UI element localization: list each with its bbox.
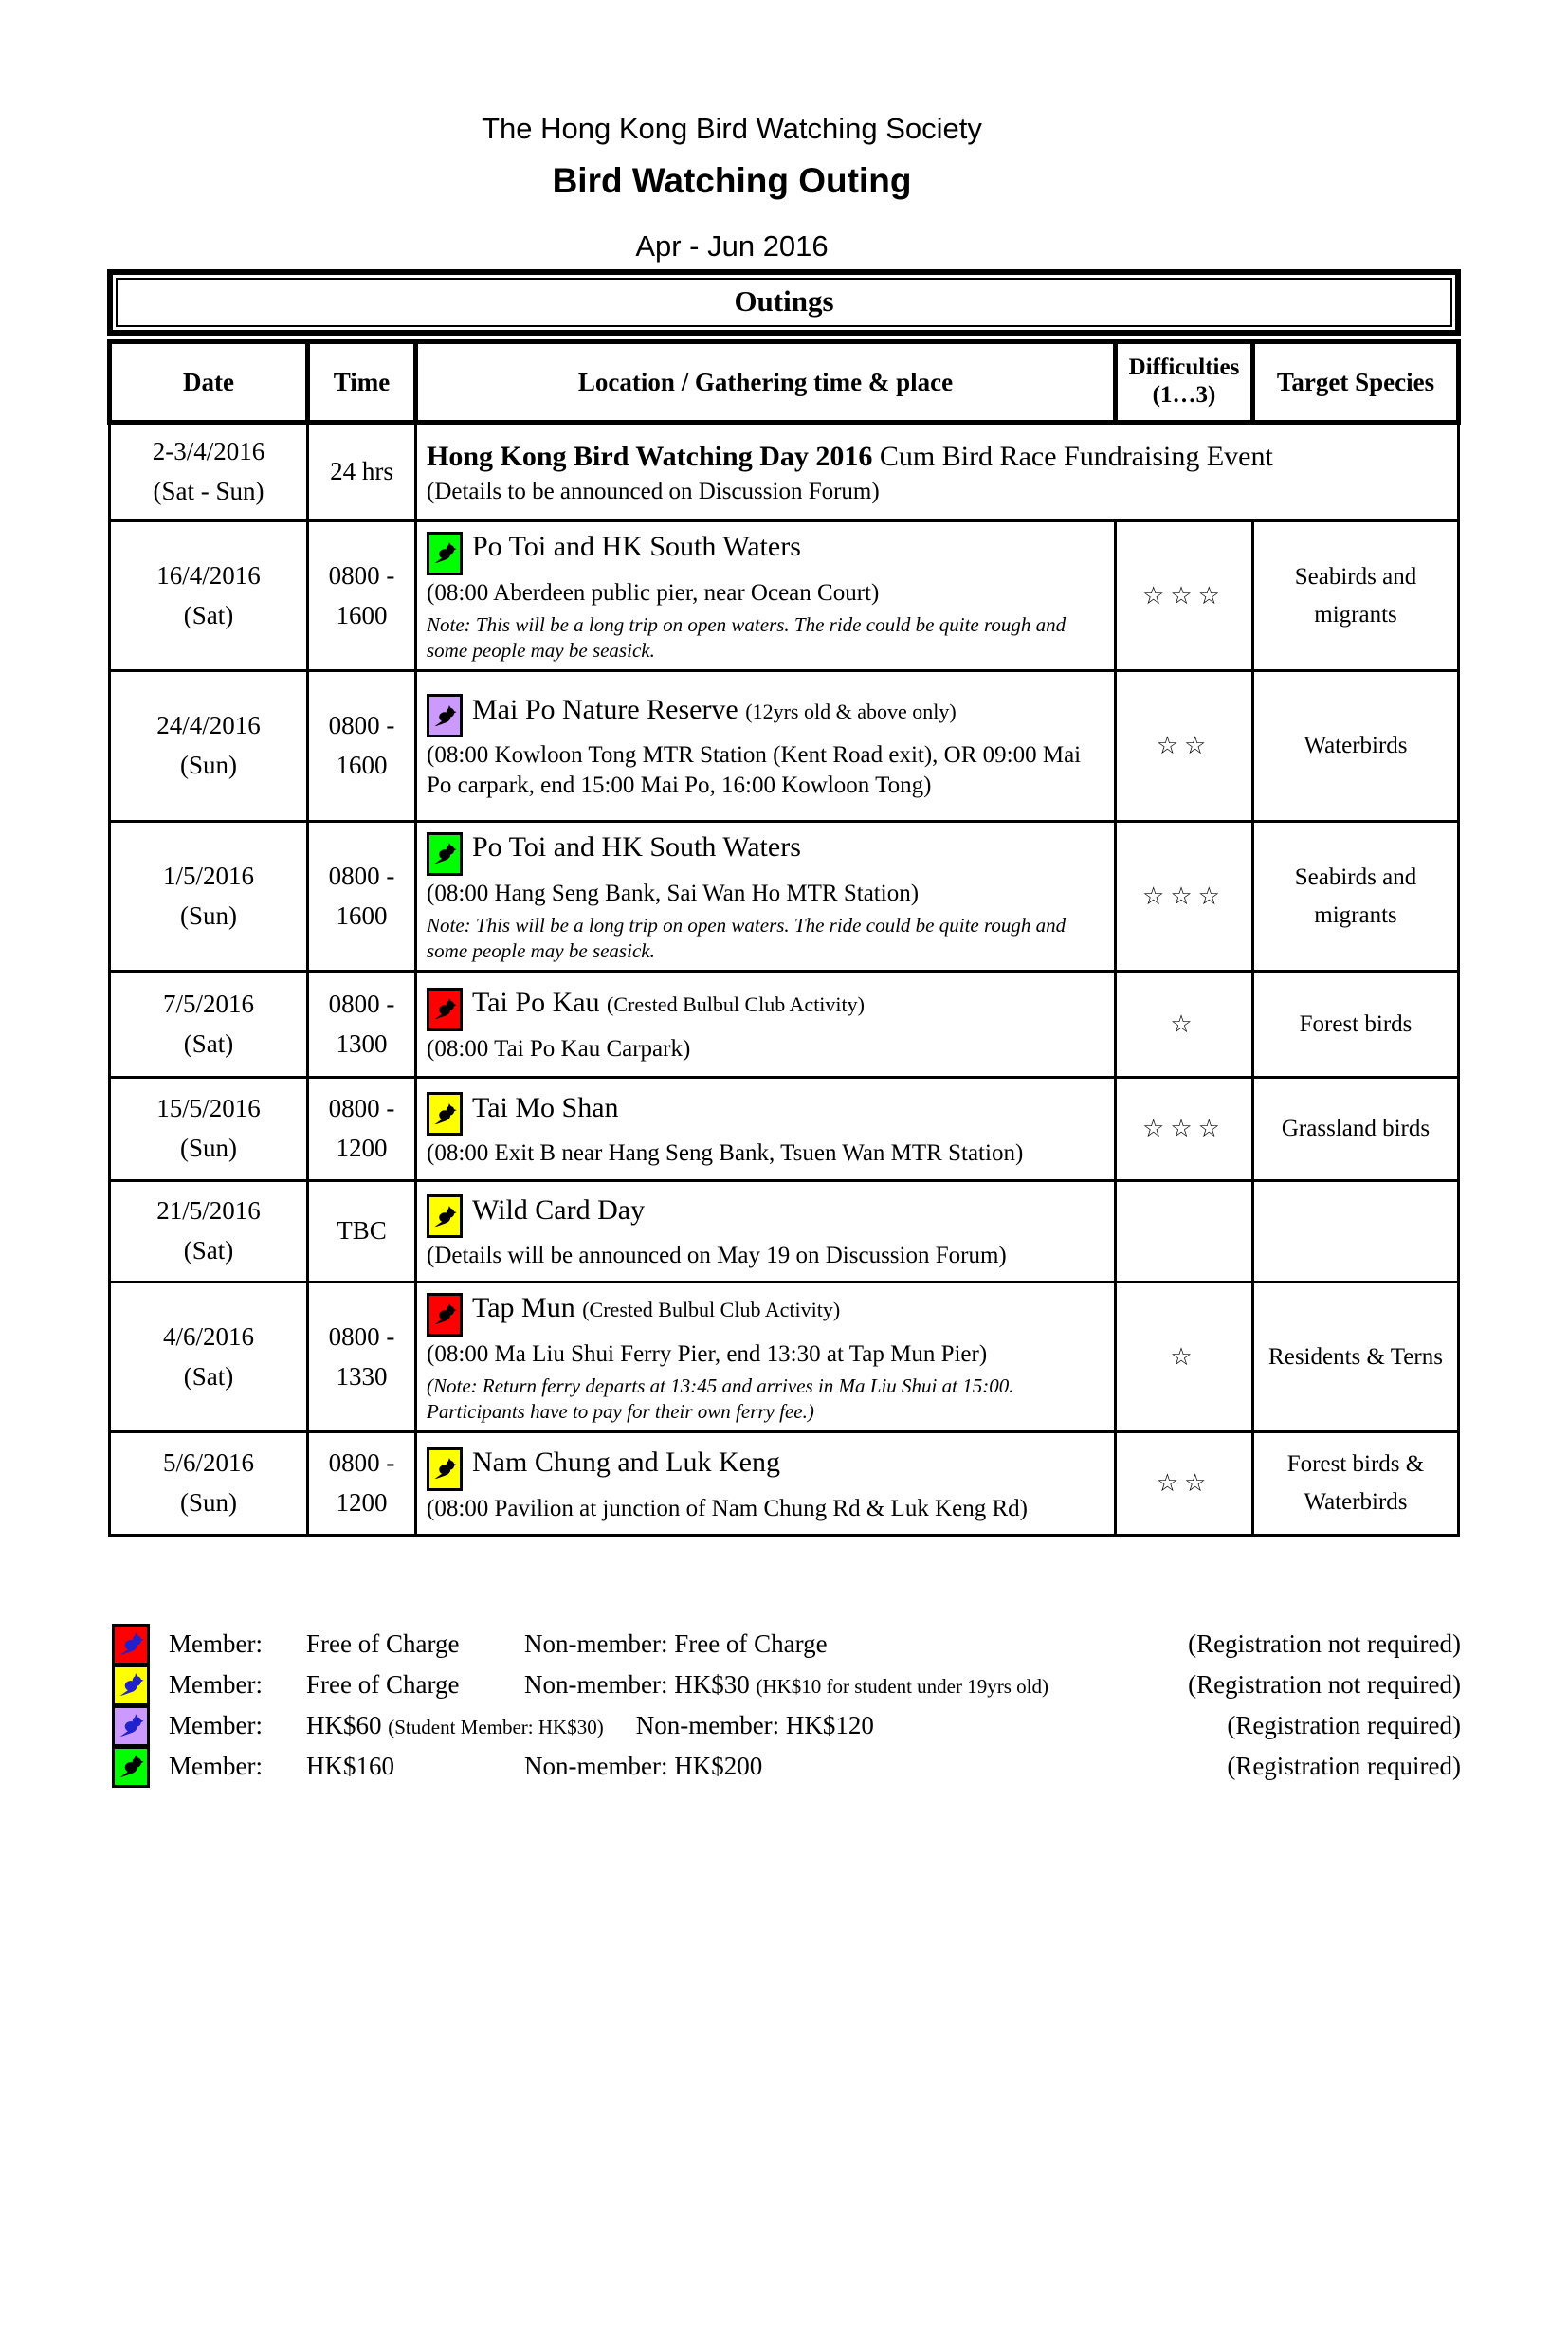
date-value: 16/4/2016 — [156, 560, 261, 590]
location-title-line — [427, 1446, 1103, 1491]
time-cell — [308, 521, 416, 671]
time-line-2: 1600 — [336, 751, 388, 780]
time-line-2: 1330 — [336, 1361, 388, 1391]
legend-registration: (Registration not required) — [1188, 1670, 1461, 1700]
location-cell — [416, 972, 1116, 1078]
time-line-1: 24 hrs — [330, 457, 393, 486]
date-cell — [110, 1078, 308, 1181]
date-weekday: (Sat - Sun) — [153, 477, 264, 505]
outing-row — [110, 423, 1459, 521]
time-line-1: 0800 - — [328, 1321, 395, 1351]
document-page — [0, 112, 1568, 1787]
date-value: 1/5/2016 — [162, 861, 254, 890]
time-line-1: 0800 - — [328, 861, 395, 890]
location-title: Po Toi and HK South Waters — [472, 831, 801, 864]
legend-registration: (Registration required) — [1227, 1711, 1461, 1740]
time-line-1: 0800 - — [328, 1094, 395, 1123]
date-value: 7/5/2016 — [162, 989, 254, 1018]
outing-row — [110, 1181, 1459, 1283]
location-cell — [416, 423, 1459, 521]
location-detail: (Details will be announced on May 19 on Discussion Forum) — [427, 1243, 1007, 1269]
target-species-cell — [1253, 1181, 1459, 1283]
outings-table — [107, 339, 1461, 1537]
location-cell — [416, 1078, 1116, 1181]
location-title: Cum Bird Race Fundraising Event — [872, 440, 1273, 472]
fee-legend — [112, 1624, 1461, 1787]
difficulty-cell: ☆ — [1116, 1283, 1253, 1432]
date-cell — [110, 671, 308, 822]
location-title-line — [427, 1091, 1103, 1137]
target-species-cell: Forest birds & Waterbirds — [1253, 1432, 1459, 1536]
date-value: 5/6/2016 — [162, 1448, 254, 1478]
column-header-date: Date — [110, 342, 308, 423]
date-weekday: (Sat) — [183, 1236, 234, 1265]
bird-icon — [433, 1205, 457, 1228]
difficulty-cell: ☆☆☆ — [1116, 521, 1253, 671]
legend-member-label: Member: — [169, 1752, 263, 1781]
legend-member-note: (Student Member: HK$30) — [388, 1716, 604, 1739]
legend-type-icon — [112, 1705, 150, 1747]
legend-nonmember-fee: Non-member: HK$200 — [524, 1752, 763, 1781]
location-cell — [416, 1181, 1116, 1283]
time-cell — [308, 671, 416, 822]
legend-member-value — [306, 1670, 492, 1700]
location-title-suffix: (Crested Bulbul Club Activity) — [607, 992, 865, 1017]
difficulty-cell: ☆ — [1116, 972, 1253, 1078]
date-weekday: (Sun) — [180, 751, 237, 780]
location-detail: (08:00 Hang Seng Bank, Sai Wan Ho MTR Station) — [427, 880, 920, 906]
location-cell — [416, 671, 1116, 822]
legend-member-fee: HK$60 — [306, 1711, 382, 1740]
location-cell — [416, 521, 1116, 671]
table-header-row — [110, 342, 1459, 423]
difficulties-label-line1: Difficulties — [1128, 355, 1240, 381]
outings-banner-label: Outings — [116, 278, 1452, 327]
date-cell — [110, 1432, 308, 1536]
legend-registration: (Registration required) — [1227, 1752, 1461, 1781]
time-line-1: 0800 - — [328, 1448, 395, 1478]
document-title: Bird Watching Outing — [552, 161, 912, 200]
date-weekday: (Sun) — [180, 1488, 237, 1518]
date-value: 24/4/2016 — [156, 711, 261, 740]
time-cell — [308, 822, 416, 972]
time-line-1: 0800 - — [328, 711, 395, 740]
outing-type-icon — [427, 1447, 463, 1491]
outing-type-icon — [427, 532, 463, 575]
bird-icon — [119, 1754, 144, 1779]
date-weekday: (Sun) — [180, 1134, 237, 1163]
bird-icon — [433, 541, 457, 565]
outing-row — [110, 822, 1459, 972]
table-area — [107, 269, 1461, 1537]
time-cell — [308, 972, 416, 1078]
outing-type-icon — [427, 1194, 463, 1238]
location-note: Note: This will be a long trip on open waters. The ride could be quite rough and some people may be seasick. — [427, 612, 1067, 662]
legend-row — [112, 1746, 1461, 1787]
legend-nonmember — [524, 1670, 1048, 1700]
bird-icon — [433, 1302, 457, 1326]
target-species-cell: Seabirds and migrants — [1253, 822, 1459, 972]
location-title: Mai Po Nature Reserve — [472, 693, 738, 725]
location-detail: (08:00 Kowloon Tong MTR Station (Kent Road exit), OR 09:00 Mai Po carpark, end 15:00 Mai Po, 16:00 Kowloon Tong) — [427, 742, 1082, 799]
target-species-cell: Waterbirds — [1253, 671, 1459, 822]
legend-nonmember — [636, 1711, 874, 1740]
column-header-time: Time — [308, 342, 416, 423]
target-species-cell: Seabirds and migrants — [1253, 521, 1459, 671]
bird-icon — [119, 1713, 144, 1738]
location-title: Po Toi and HK South Waters — [472, 531, 801, 562]
legend-member-label: Member: — [169, 1670, 263, 1700]
date-weekday: (Sat) — [183, 600, 234, 629]
time-line-2: 1200 — [336, 1134, 388, 1163]
legend-nonmember-fee: Non-member: HK$30 — [524, 1670, 750, 1700]
time-line-2: 1300 — [336, 1028, 388, 1058]
time-cell — [308, 1181, 416, 1283]
location-title-line — [427, 693, 1103, 738]
target-species-cell: Residents & Terns — [1253, 1283, 1459, 1432]
location-title-suffix: (Crested Bulbul Club Activity) — [582, 1298, 841, 1322]
date-cell — [110, 1181, 308, 1283]
location-title-line — [427, 830, 1103, 876]
location-title-bold: Hong Kong Bird Watching Day 2016 — [427, 440, 873, 472]
outing-type-icon — [427, 1293, 463, 1337]
target-species-cell: Grassland birds — [1253, 1078, 1459, 1181]
bird-icon — [119, 1631, 144, 1657]
date-weekday: (Sat) — [183, 1028, 234, 1058]
time-line-1: 0800 - — [328, 560, 395, 590]
time-cell — [308, 1078, 416, 1181]
location-detail: (08:00 Aberdeen public pier, near Ocean Court) — [427, 579, 880, 606]
legend-member-fee: Free of Charge — [306, 1670, 460, 1700]
bird-icon — [119, 1672, 144, 1698]
time-cell — [308, 1432, 416, 1536]
legend-type-icon — [112, 1665, 150, 1706]
outing-type-icon — [427, 832, 463, 876]
legend-member-fee: HK$160 — [306, 1752, 394, 1781]
legend-member-label: Member: — [169, 1711, 263, 1740]
location-title: Nam Chung and Luk Keng — [472, 1447, 780, 1479]
document-header — [107, 112, 1357, 264]
legend-registration: (Registration not required) — [1188, 1629, 1461, 1659]
location-cell — [416, 1283, 1116, 1432]
date-weekday: (Sat) — [183, 1361, 234, 1391]
outing-type-icon — [427, 694, 463, 737]
location-detail: (08:00 Tai Po Kau Carpark) — [427, 1035, 691, 1062]
date-value: 15/5/2016 — [156, 1094, 261, 1123]
bird-icon — [433, 842, 457, 865]
society-name: The Hong Kong Bird Watching Society — [482, 112, 982, 145]
date-weekday: (Sun) — [180, 901, 237, 930]
location-title-line — [427, 986, 1103, 1031]
legend-member-fee: Free of Charge — [306, 1629, 460, 1659]
time-line-2: 1200 — [336, 1488, 388, 1518]
location-detail: (Details to be announced on Discussion Forum) — [427, 478, 880, 504]
date-cell — [110, 1283, 308, 1432]
legend-member-value — [306, 1752, 492, 1781]
location-title-line — [427, 1193, 1103, 1239]
column-header-difficulties — [1116, 342, 1253, 423]
difficulty-cell: ☆☆ — [1116, 671, 1253, 822]
legend-nonmember-note: (HK$10 for student under 19yrs old) — [756, 1675, 1048, 1699]
location-title-line — [427, 530, 1103, 575]
legend-row — [112, 1705, 1461, 1746]
outing-row — [110, 1432, 1459, 1536]
bird-icon — [433, 1457, 457, 1481]
bird-icon — [433, 704, 457, 728]
date-cell — [110, 423, 308, 521]
legend-nonmember-fee: Non-member: HK$120 — [635, 1711, 874, 1740]
location-note: (Note: Return ferry departs at 13:45 and arrives in Ma Liu Shui at 15:00. Participants have to pay for their own ferry fee.) — [427, 1374, 1014, 1423]
location-title-line — [427, 440, 1446, 474]
difficulty-cell — [1116, 1181, 1253, 1283]
bird-icon — [433, 997, 457, 1021]
location-detail: (08:00 Ma Liu Shui Ferry Pier, end 13:30 at Tap Mun Pier) — [427, 1340, 988, 1367]
date-value: 2-3/4/2016 — [152, 437, 265, 466]
legend-type-icon — [112, 1746, 150, 1788]
legend-member-value — [306, 1711, 604, 1740]
location-cell — [416, 822, 1116, 972]
date-value: 21/5/2016 — [156, 1196, 261, 1226]
location-title: Tap Mun — [472, 1292, 575, 1324]
difficulties-label-line2: (1…3) — [1152, 382, 1216, 408]
location-title: Tai Po Kau — [472, 987, 600, 1019]
date-cell — [110, 822, 308, 972]
date-cell — [110, 521, 308, 671]
difficulty-cell: ☆☆ — [1116, 1432, 1253, 1536]
legend-row — [112, 1624, 1461, 1665]
outing-type-icon — [427, 1092, 463, 1136]
difficulty-cell: ☆☆☆ — [1116, 1078, 1253, 1181]
location-detail: (08:00 Exit B near Hang Seng Bank, Tsuen Wan MTR Station) — [427, 1140, 1024, 1167]
column-header-location: Location / Gathering time & place — [416, 342, 1116, 423]
legend-nonmember — [524, 1752, 762, 1781]
legend-member-value — [306, 1629, 492, 1659]
column-header-target-species: Target Species — [1253, 342, 1459, 423]
outing-row — [110, 671, 1459, 822]
location-cell — [416, 1432, 1116, 1536]
bird-icon — [433, 1102, 457, 1126]
legend-nonmember — [524, 1629, 828, 1659]
time-line-1: 0800 - — [328, 989, 395, 1018]
difficulty-cell: ☆☆☆ — [1116, 822, 1253, 972]
date-value: 4/6/2016 — [162, 1321, 254, 1351]
time-line-2: 1600 — [336, 600, 388, 629]
legend-type-icon — [112, 1624, 150, 1665]
location-detail: (08:00 Pavilion at junction of Nam Chung Rd & Luk Keng Rd) — [427, 1495, 1028, 1521]
time-cell — [308, 423, 416, 521]
outing-row — [110, 1283, 1459, 1432]
period-label: Apr - Jun 2016 — [635, 229, 829, 263]
outings-banner — [107, 269, 1461, 336]
location-title-suffix: (12yrs old & above only) — [745, 699, 957, 723]
time-line-2: 1600 — [336, 901, 388, 930]
time-line-1: TBC — [337, 1216, 387, 1246]
outing-row — [110, 1078, 1459, 1181]
legend-row — [112, 1665, 1461, 1705]
legend-member-label: Member: — [169, 1629, 263, 1659]
location-title: Wild Card Day — [472, 1193, 646, 1226]
time-cell — [308, 1283, 416, 1432]
outing-row — [110, 972, 1459, 1078]
target-species-cell: Forest birds — [1253, 972, 1459, 1078]
date-cell — [110, 972, 308, 1078]
location-note: Note: This will be a long trip on open waters. The ride could be quite rough and some people may be seasick. — [427, 913, 1067, 962]
location-title-line — [427, 1291, 1103, 1337]
location-title: Tai Mo Shan — [472, 1091, 619, 1123]
outing-type-icon — [427, 988, 463, 1031]
outing-row — [110, 521, 1459, 671]
legend-nonmember-fee: Non-member: Free of Charge — [524, 1629, 828, 1659]
